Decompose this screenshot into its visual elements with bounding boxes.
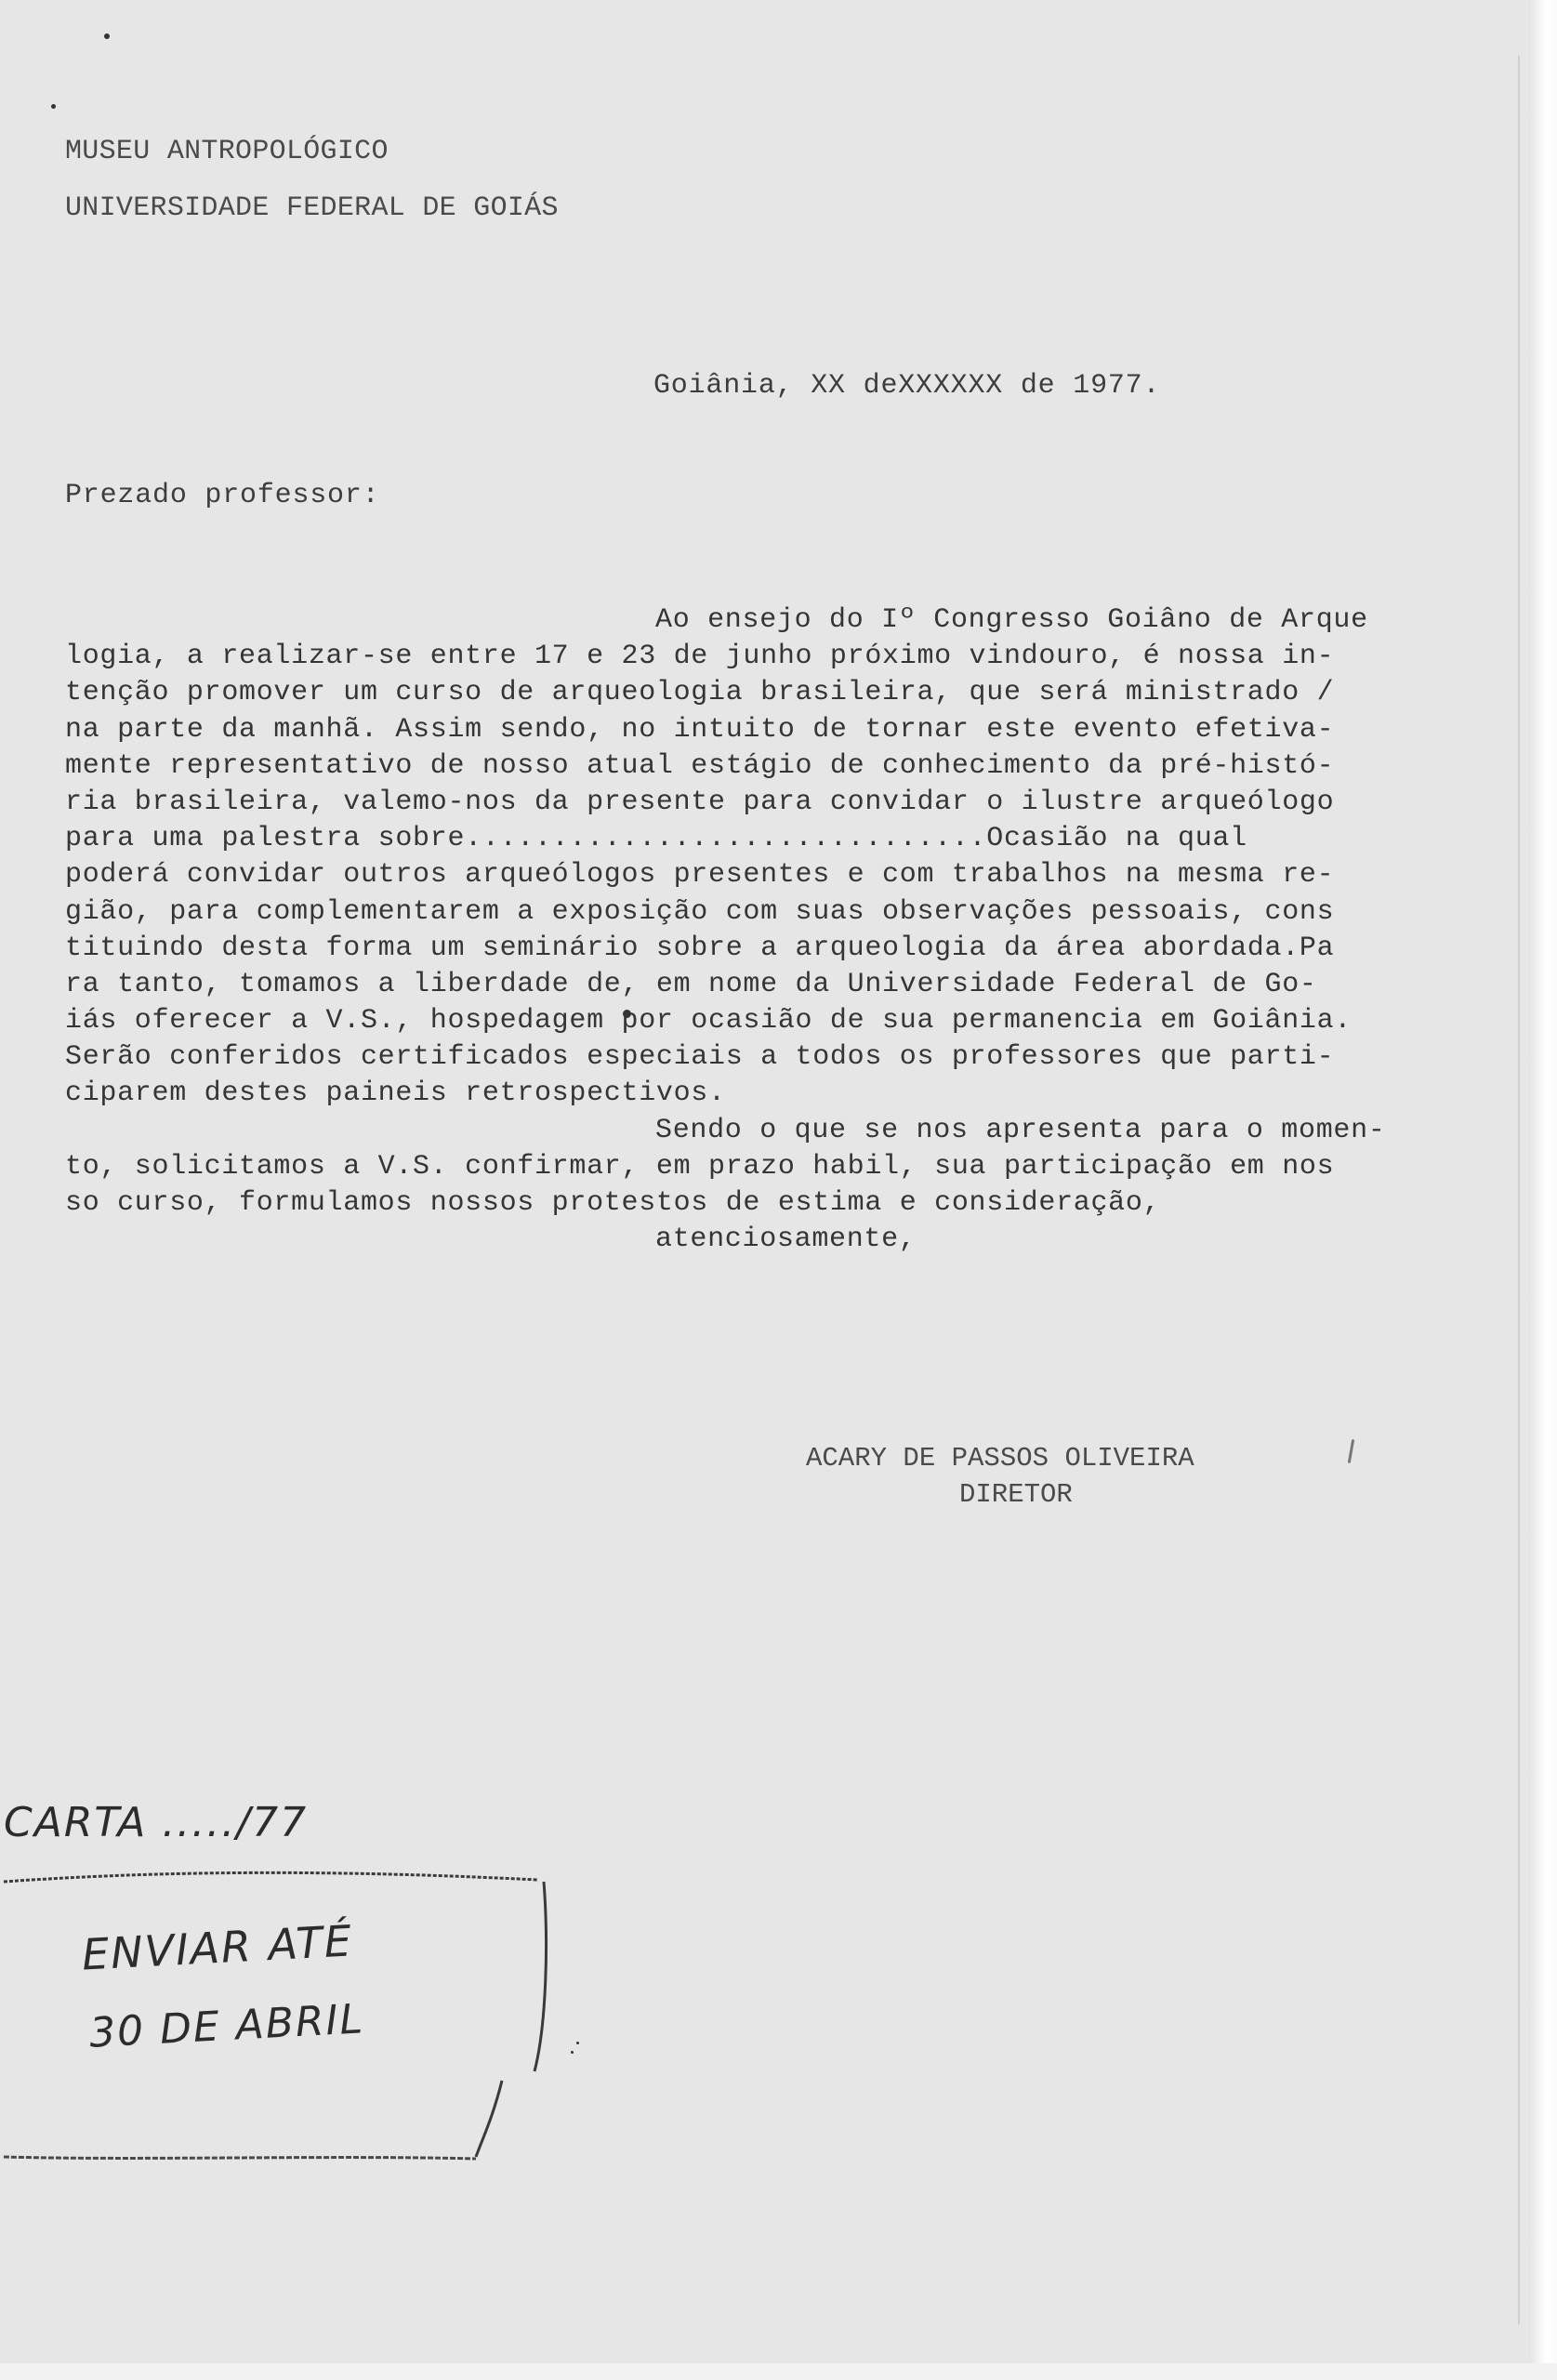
handwritten-note-line2: 30 DE ABRIL xyxy=(87,1995,366,2057)
body-line: tituindo desta forma um seminário sobre a arqueologia da área abordada.Pa xyxy=(65,932,1335,964)
paper-bottom-edge xyxy=(0,2363,1557,2380)
ink-speck xyxy=(104,33,110,39)
university-name: UNIVERSIDADE FEDERAL DE GOIÁS xyxy=(65,192,559,224)
body-line: Sendo o que se nos apresenta para o momen- xyxy=(655,1114,1386,1146)
body-line: gião, para complementarem a exposição com suas observações pessoais, cons xyxy=(65,895,1335,928)
handwritten-ref: CARTA ...../77 xyxy=(4,1799,309,1846)
salutation: Prezado professor: xyxy=(65,480,380,511)
date-line: Goiânia, XX deXXXXXX de 1977. xyxy=(653,370,1161,402)
body-line: poderá convidar outros arqueólogos presentes e com trabalhos na mesma re- xyxy=(65,859,1335,892)
signature-name: ACARY DE PASSOS OLIVEIRA xyxy=(806,1443,1194,1474)
body-line: to, solicitamos a V.S. confirmar, em prazo habil, sua participação em nos xyxy=(65,1150,1335,1183)
body-line: para uma palestra sobre..............................Ocasião na qual xyxy=(65,823,1247,855)
paper-right-edge xyxy=(1529,0,1557,2380)
body-line: mente representativo de nosso atual estágio de conhecimento da pré-histó- xyxy=(65,749,1335,782)
body-line: na parte da manhã. Assim sendo, no intuito de tornar este evento efetiva- xyxy=(65,713,1335,746)
body-line: atenciosamente, xyxy=(655,1223,917,1256)
handwritten-note-line1: ENVIAR ATÉ xyxy=(80,1915,355,1980)
letter-body xyxy=(65,602,1459,1258)
ink-speck xyxy=(576,2042,579,2044)
body-line: ria brasileira, valemo-nos da presente para convidar o ilustre arqueólogo xyxy=(65,786,1335,818)
body-line: ra tanto, tomamos a liberdade de, em nome da Universidade Federal de Go- xyxy=(65,968,1317,1000)
body-line: tenção promover um curso de arqueologia brasileira, que será ministrado / xyxy=(65,677,1335,709)
signature-title: DIRETOR xyxy=(959,1479,1073,1510)
body-line: iás oferecer a V.S., hospedagem por ocasião de sua permanencia em Goiânia. xyxy=(65,1005,1352,1038)
body-line: Ao ensejo do Iº Congresso Goiâno de Arque xyxy=(655,604,1368,636)
ink-speck xyxy=(51,104,56,109)
ink-speck xyxy=(571,2051,574,2054)
body-line: Serão conferidos certificados especiais a todos os professores que parti- xyxy=(65,1041,1335,1074)
institution-name: MUSEU ANTROPOLÓGICO xyxy=(65,136,389,167)
ink-mark xyxy=(1348,1439,1354,1463)
body-line: ciparem destes paineis retrospectivos. xyxy=(65,1078,726,1110)
paper-fold-line xyxy=(1518,56,1520,2324)
body-line: logia, a realizar-se entre 17 e 23 de junho próximo vindouro, é nossa in- xyxy=(65,641,1335,673)
body-line: so curso, formulamos nossos protestos de estima e consideração, xyxy=(65,1187,1161,1219)
